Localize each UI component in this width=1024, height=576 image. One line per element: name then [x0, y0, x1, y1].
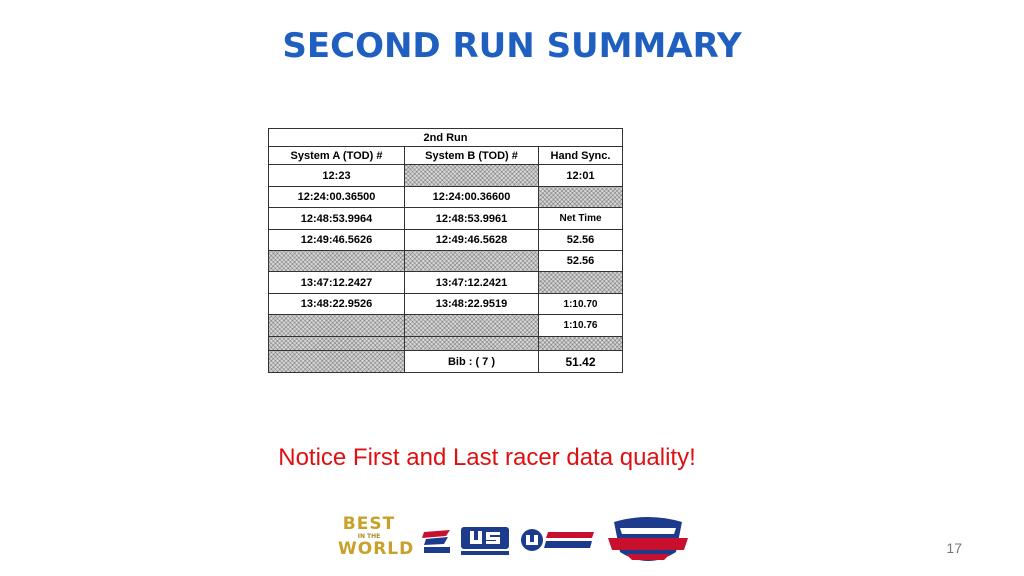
table-cell-empty: [539, 337, 623, 351]
table-row: [269, 251, 623, 272]
page-number: 17: [946, 540, 962, 556]
header-system-a: System A (TOD) #: [269, 147, 405, 165]
us-freeskiing-logo: [520, 526, 598, 556]
best-in-the-world-logo: BEST IN THE WORLD: [338, 514, 415, 559]
bib-cell: Bib : ( 7 ): [405, 351, 539, 373]
table-cell: 13:47:12.2427: [269, 272, 405, 294]
table-row: [269, 272, 623, 294]
table-row: [269, 230, 623, 251]
table-cell-empty: [539, 272, 623, 294]
second-run-table: [268, 128, 623, 373]
table-cell-empty: [539, 187, 623, 208]
table-row: [269, 315, 623, 337]
table-caption: 2nd Run: [269, 129, 623, 147]
table-cell: 12:49:46.5626: [269, 230, 405, 251]
header-system-b: System B (TOD) #: [405, 147, 539, 165]
table-cell: 52.56: [539, 251, 623, 272]
table-cell: 12:24:00.36500: [269, 187, 405, 208]
table-cell-empty: [269, 351, 405, 373]
us-ski-team-logo: [420, 526, 454, 556]
table-cell-empty: [269, 315, 405, 337]
table-cell: 13:47:12.2421: [405, 272, 539, 294]
table-row: [269, 351, 623, 373]
notice-text: Notice First and Last racer data quality!: [278, 444, 696, 471]
table-cell-empty: [405, 337, 539, 351]
table-cell: 12:23: [269, 165, 405, 187]
table-cell: 12:48:53.9961: [405, 208, 539, 230]
table-row: [269, 294, 623, 315]
table-cell-empty: [269, 337, 405, 351]
us-snowboarding-logo: [460, 526, 510, 556]
table-row: [269, 337, 623, 351]
table-cell: 52.56: [539, 230, 623, 251]
table-cell-empty: [269, 251, 405, 272]
table-cell: 1:10.70: [539, 294, 623, 315]
table-row: [269, 187, 623, 208]
table-cell: 12:01: [539, 165, 623, 187]
table-cell: Net Time: [539, 208, 623, 230]
table-cell: 12:48:53.9964: [269, 208, 405, 230]
table-cell-empty: [405, 315, 539, 337]
table-cell: 12:24:00.36600: [405, 187, 539, 208]
table-row: [269, 165, 623, 187]
table-cell: 13:48:22.9526: [269, 294, 405, 315]
believe-in-us-logo: [606, 512, 690, 568]
table-cell: 13:48:22.9519: [405, 294, 539, 315]
table-cell: 12:49:46.5628: [405, 230, 539, 251]
slide-title: SECOND RUN SUMMARY: [282, 26, 742, 66]
table-row: [269, 208, 623, 230]
header-hand-sync: Hand Sync.: [539, 147, 623, 165]
table-cell: 1:10.76: [539, 315, 623, 337]
table-cell-empty: [405, 251, 539, 272]
table-cell: 51.42: [539, 351, 623, 373]
table-cell-empty: [405, 165, 539, 187]
